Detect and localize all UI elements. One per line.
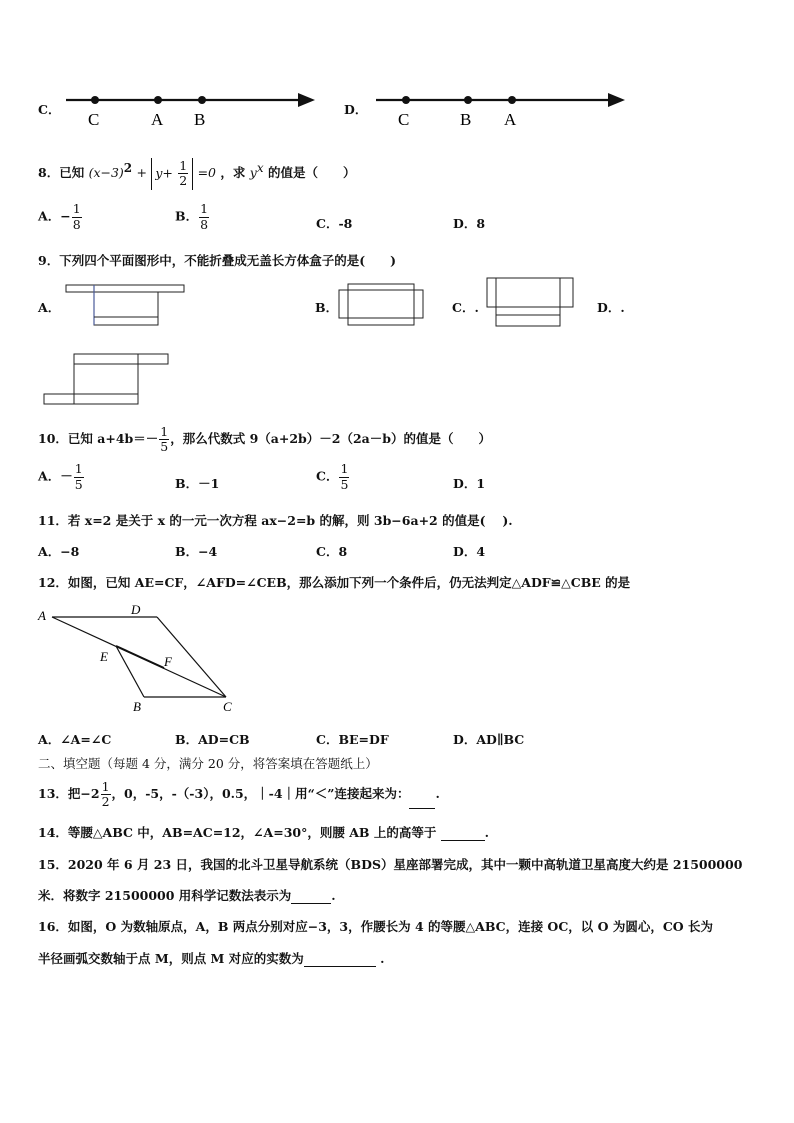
- q13-stem: 13．把−2 $\frac{1}{2}$ ，0，-5，-（-3），0.5，｜-4｜用“＜”连接起来为： .: [38, 778, 440, 809]
- q8-eq-exp: 2: [123, 161, 133, 175]
- q7c-point-label-2: A: [151, 110, 164, 129]
- point-c-dot: [402, 96, 410, 104]
- point-a-dot: [154, 96, 162, 104]
- q10-option-a: A．－ $\frac{1}{5}$: [38, 461, 83, 492]
- q8-eq-end: =0: [197, 165, 217, 181]
- point-c-dot: [91, 96, 99, 104]
- q12-figure: [36, 600, 246, 716]
- q7-option-c-label: C．: [38, 102, 61, 117]
- q14-answer-blank: [441, 840, 485, 841]
- q7c-point-label-3: B: [194, 110, 206, 129]
- q9-option-d-net: [42, 352, 170, 406]
- q16-answer-blank: [304, 966, 376, 967]
- point-b-dot: [464, 96, 472, 104]
- q12-option-d: D．AD∥BC: [453, 732, 525, 747]
- q10-option-c: C． $\frac{1}{5}$: [316, 461, 349, 492]
- label-e: E: [100, 649, 108, 664]
- q9-option-a-label: A．: [38, 300, 61, 315]
- q15-answer-blank: [291, 903, 331, 904]
- label-d: D: [131, 602, 141, 617]
- point-a-dot: [508, 96, 516, 104]
- section-2-title: 二、填空题（每题 4 分，满分 20 分，将答案填在答题纸上）: [38, 756, 378, 771]
- label-b: B: [133, 699, 141, 714]
- q10-suffix: ，那么代数式 9（a+2b）－2（2a－b）的值是（ ）: [170, 431, 492, 446]
- label-a: A: [38, 608, 46, 623]
- q12-option-b: B．AD=CB: [175, 732, 250, 747]
- q12-stem: 12．如图，已知 AE=CF，∠AFD=∠CEB，那么添加下列一个条件后，仍无法判定△ADF≌△CBE 的是: [38, 575, 631, 590]
- label-c: C: [223, 699, 232, 714]
- q8-eq-pre: (x−3): [88, 165, 124, 181]
- q8-option-b: B． $\frac{1}{8}$: [175, 201, 209, 232]
- q8-prefix: 8．已知: [38, 165, 85, 181]
- q10-stem: 10．已知 a+4b＝－ $\frac{1}{5}$ ，那么代数式 9（a+2b）－2（2a－b）的值是（ ）: [38, 423, 492, 454]
- label-f: F: [164, 654, 172, 669]
- q9-option-b-net: [338, 283, 424, 327]
- q9-option-c-label: C．.: [452, 300, 479, 315]
- q7d-point-label-2: B: [460, 110, 472, 129]
- q7-option-c-number-line: [60, 88, 320, 130]
- q11-option-b: B．−4: [175, 544, 218, 559]
- q15-line-2: 米．将数字 21500000 用科学记数法表示为 .: [38, 888, 336, 903]
- q9-option-b-label: B．: [315, 300, 339, 315]
- q8-abs-pre: y+: [155, 165, 173, 181]
- q7-option-d-label: D．: [344, 102, 368, 117]
- q11-option-a: A．−8: [38, 544, 80, 559]
- q13-answer-blank: [409, 808, 435, 809]
- q7-option-d-number-line: [370, 88, 630, 130]
- q8-frac-n: 1: [179, 157, 188, 173]
- q10-option-b: B．－1: [175, 476, 220, 491]
- point-b-dot: [198, 96, 206, 104]
- q8-tail: 的值是（ ）: [267, 165, 356, 181]
- q8-var-x: x: [256, 161, 264, 175]
- q11-option-d: D．4: [453, 544, 486, 559]
- q7c-point-label-1: C: [88, 110, 100, 129]
- q9-stem: 9．下列四个平面图形中，不能折叠成无盖长方体盒子的是( ): [38, 253, 397, 268]
- q8-frac-d: 2: [179, 173, 188, 189]
- q7d-point-label-3: A: [504, 110, 517, 129]
- q7d-point-label-1: C: [398, 110, 410, 129]
- q12-option-a: A．∠A=∠C: [38, 732, 112, 747]
- q11-option-c: C．8: [316, 544, 348, 559]
- q10-prefix: 10．已知 a+4b＝－: [38, 431, 159, 446]
- q9-option-a-net: [64, 282, 188, 330]
- q8-option-a: A．− $\frac{1}{8}$: [38, 201, 81, 232]
- q8-suffix: ，求: [220, 165, 246, 181]
- q16-line-2: 半径画弧交数轴于点 M，则点 M 对应的实数为 .: [38, 951, 385, 966]
- q8-var-y: y: [249, 165, 257, 181]
- q8-abs-value: [151, 158, 193, 190]
- q16-line-1: 16．如图，O 为数轴原点，A，B 两点分别对应−3，3，作腰长为 4 的等腰△ABC，连接 OC，以 O 为圆心，CO 长为: [38, 919, 714, 934]
- q14-stem: 14．等腰△ABC 中，AB=AC=12，∠A=30°，则腰 AB 上的高等于 .: [38, 825, 490, 840]
- q8-option-c: C．-8: [316, 216, 353, 231]
- q10-option-d: D．1: [453, 476, 486, 491]
- q8-stem: [38, 156, 355, 190]
- q9-option-c-net: [483, 277, 575, 329]
- q8-option-d: D．8: [453, 216, 486, 231]
- q8-eq-mid: +: [136, 165, 147, 181]
- q15-line-1: 15．2020 年 6 月 23 日，我国的北斗卫星导航系统（BDS）星座部署完成，其中一颗中高轨道卫星高度大约是 21500000: [38, 857, 743, 872]
- q11-stem: 11．若 x=2 是关于 x 的一元一次方程 ax−2=b 的解，则 3b−6a+2 的值是( ).: [38, 513, 513, 528]
- q9-option-d-label: D．.: [597, 300, 625, 315]
- q12-option-c: C．BE=DF: [316, 732, 389, 747]
